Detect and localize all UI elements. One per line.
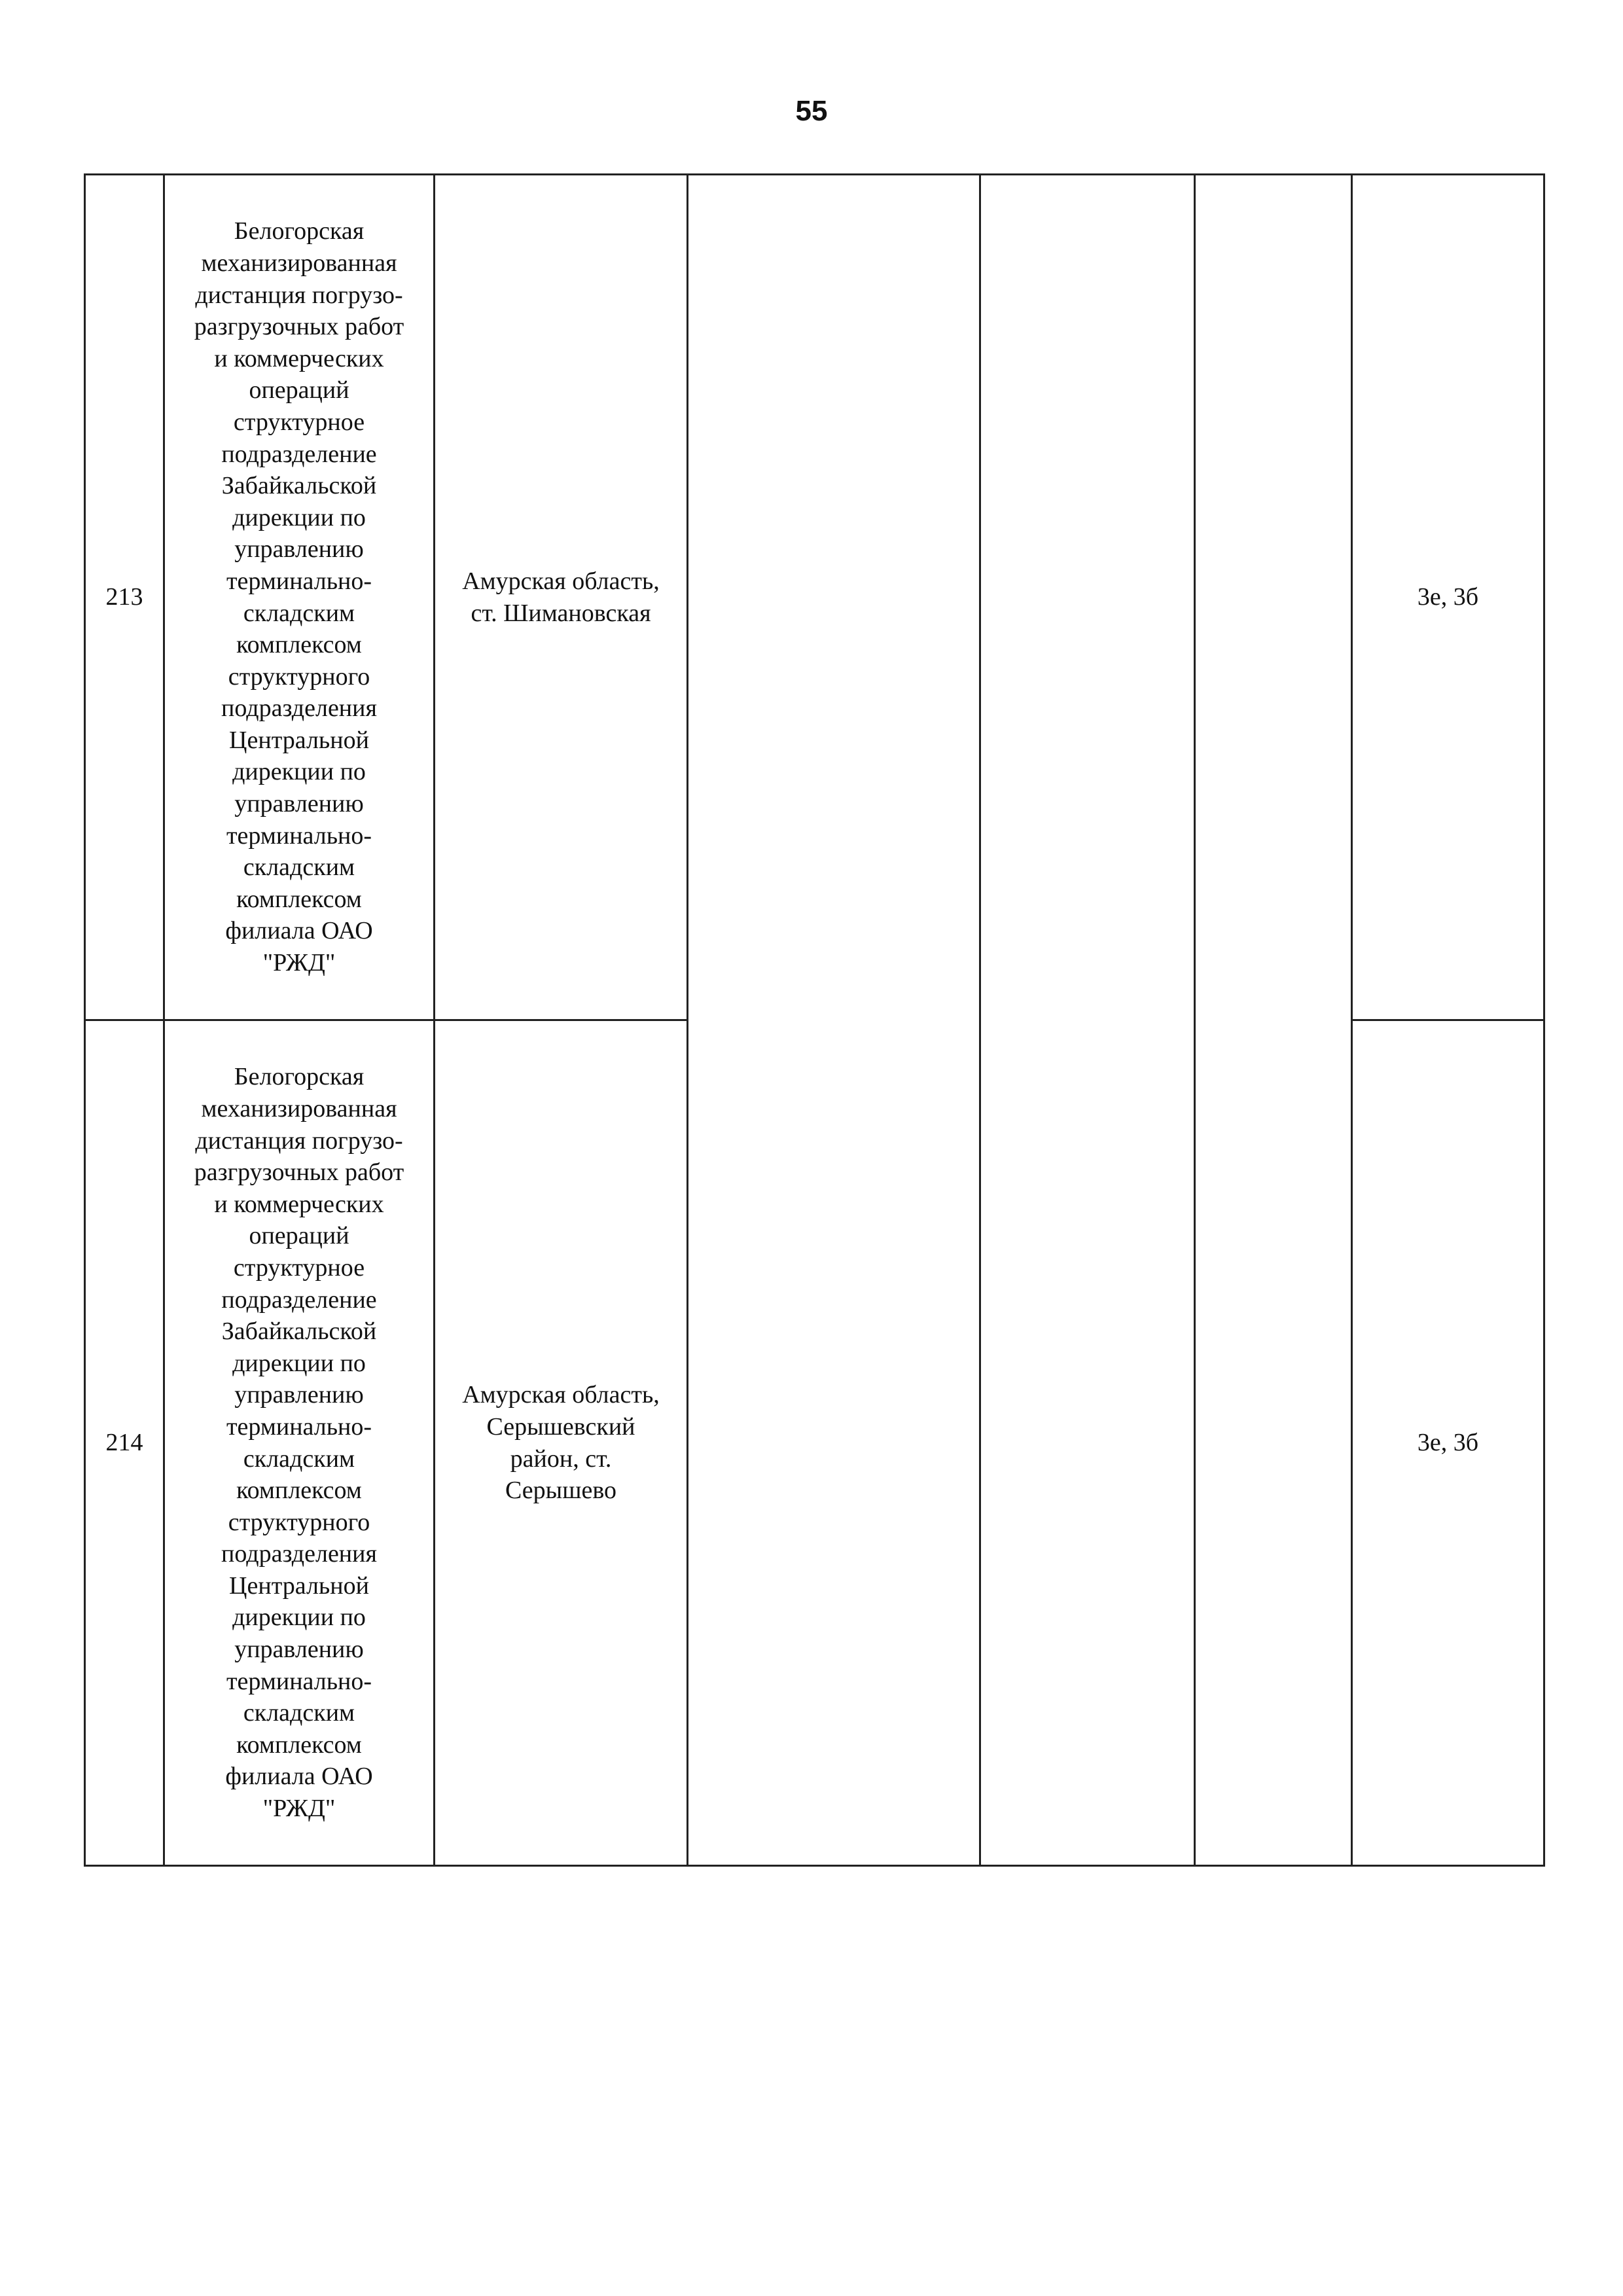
organization-cell bbox=[164, 1020, 435, 1866]
registry-table bbox=[84, 173, 1545, 1867]
organization-name: Белогорская механизированная дистанция погрузо- разгрузочных работ и коммерческих операций структурное подразделение Забайкальской дирекции по управлению терминально- складским комплексом структурного подразделения Центральной дирекции по управлению терминально- складским комплексом филиала ОАО "РЖД" bbox=[194, 1063, 404, 1823]
organization-cell bbox=[164, 175, 435, 1020]
address-text: Амурская область, Серышевский район, ст. Серышево bbox=[462, 1381, 660, 1505]
table-row bbox=[85, 175, 1544, 1020]
empty-cell bbox=[688, 175, 980, 1866]
row-number: 213 bbox=[85, 175, 164, 1020]
address-cell bbox=[435, 175, 688, 1020]
row-number: 214 bbox=[85, 1020, 164, 1866]
empty-cell bbox=[980, 175, 1195, 1866]
page-number: 55 bbox=[795, 95, 828, 127]
codes-cell: 3е, 3б bbox=[1352, 175, 1544, 1020]
codes-cell: 3е, 3б bbox=[1352, 1020, 1544, 1866]
empty-cell bbox=[1195, 175, 1352, 1866]
organization-name: Белогорская механизированная дистанция погрузо- разгрузочных работ и коммерческих операций структурное подразделение Забайкальской дирекции по управлению терминально- складским комплексом структурного подразделения Центральной дирекции по управлению терминально- складским комплексом филиала ОАО "РЖД" bbox=[194, 217, 404, 977]
address-text: Амурская область, ст. Шимановская bbox=[462, 567, 660, 627]
address-cell bbox=[435, 1020, 688, 1866]
